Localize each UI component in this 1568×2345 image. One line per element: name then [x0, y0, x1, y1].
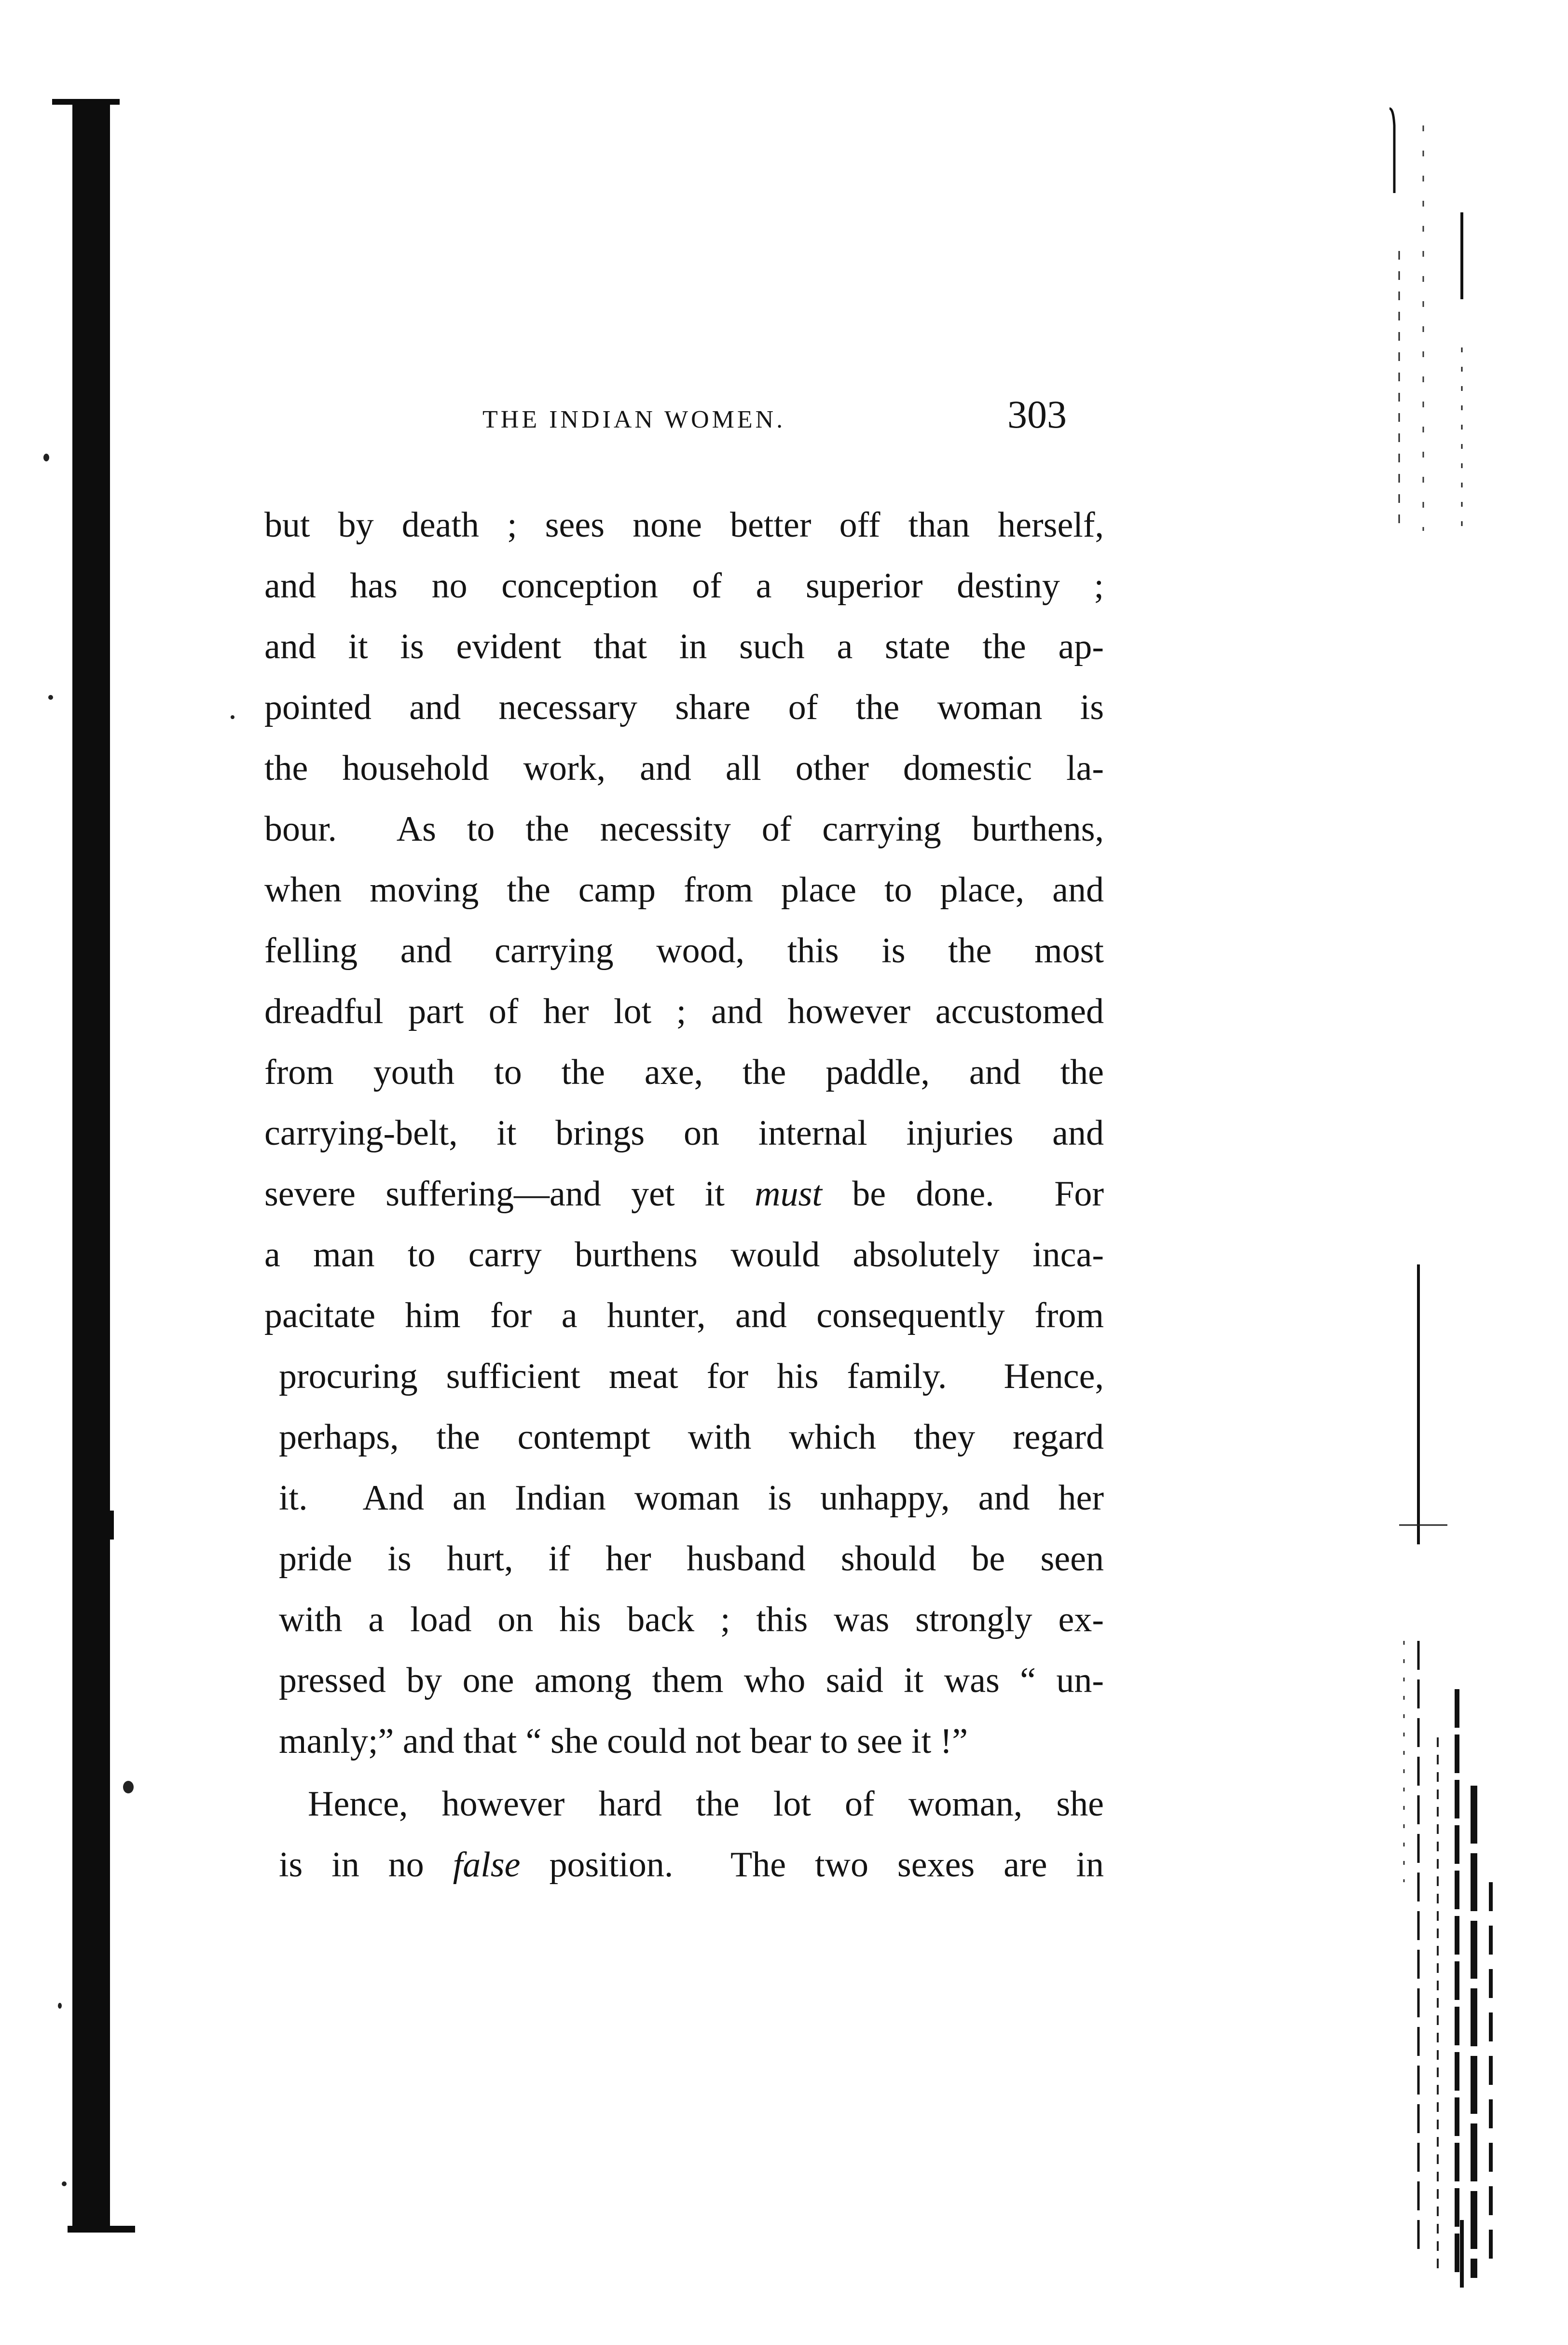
text-segment: and it is evident that in such a state the ap-: [264, 627, 1104, 666]
text-segment: is in no: [279, 1845, 453, 1885]
scan-speck: [43, 454, 49, 461]
binding-edge: [72, 99, 110, 2232]
text-segment: severe suffering—and yet it: [264, 1174, 755, 1214]
body-text: [264, 495, 1104, 1895]
scan-speck: [48, 695, 53, 700]
text-segment: bour. As to the necessity of carrying burthens,: [264, 809, 1104, 849]
text-segment: and has no conception of a superior destiny ;: [264, 566, 1104, 606]
text-line: [264, 677, 1104, 738]
paragraph-first-line: [264, 1774, 1104, 1834]
text-segment: with a load on his back ; this was strongly ex-: [279, 1600, 1104, 1639]
text-line: [264, 1042, 1104, 1103]
page-edge-artwork: [1389, 97, 1515, 2297]
page-number: 303: [1007, 392, 1067, 436]
text-line: [264, 1224, 1104, 1285]
text-segment: pressed by one among them who said it was “ un-: [279, 1661, 1104, 1700]
text-segment: pride is hurt, if her husband should be seen: [279, 1539, 1104, 1579]
text-segment: dreadful part of her lot ; and however accustomed: [264, 992, 1104, 1031]
scan-speck: [231, 715, 234, 719]
text-line: [264, 1650, 1104, 1711]
text-segment: it. And an Indian woman is unhappy, and her: [279, 1478, 1104, 1518]
running-head: THE INDIAN WOMEN.: [482, 406, 786, 433]
text-line: [264, 495, 1104, 555]
text-segment: but by death ; sees none better off than herself,: [264, 505, 1104, 545]
text-segment: pointed and necessary share of the woman is: [264, 688, 1104, 727]
text-line: [264, 616, 1104, 677]
text-line: [264, 1103, 1104, 1164]
text-line: [264, 1711, 1104, 1772]
text-segment: from youth to the axe, the paddle, and the: [264, 1053, 1104, 1092]
binding-edge-bottom: [68, 2226, 135, 2233]
scan-speck: [58, 2003, 62, 2009]
text-line: [264, 1528, 1104, 1589]
text-line: [264, 1468, 1104, 1528]
page-edge-marks: [1389, 97, 1515, 2297]
text-line: [264, 799, 1104, 860]
text-line: [264, 1164, 1104, 1224]
text-segment: manly;” and that “ she could not bear to see it !”: [279, 1721, 968, 1761]
text-line: [264, 1589, 1104, 1650]
text-line: [264, 981, 1104, 1042]
text-line: [264, 1346, 1104, 1407]
text-line: [264, 1285, 1104, 1346]
text-segment: be done. For: [822, 1174, 1104, 1214]
text-line: [264, 920, 1104, 981]
text-segment: Hence, however hard the lot of woman, she: [308, 1784, 1104, 1824]
text-segment: the household work, and all other domestic la-: [264, 749, 1104, 788]
text-segment: when moving the camp from place to place, and: [264, 870, 1104, 910]
text-line: [264, 555, 1104, 616]
text-line: [264, 1834, 1104, 1895]
text-line: [264, 1407, 1104, 1468]
italic-word: false: [453, 1845, 521, 1885]
text-segment: a man to carry burthens would absolutely inca-: [264, 1235, 1104, 1275]
text-segment: felling and carrying wood, this is the most: [264, 931, 1104, 971]
italic-word: must: [755, 1174, 822, 1214]
binding-notch: [107, 1511, 114, 1540]
binding-edge-top: [52, 99, 120, 105]
text-line: [264, 738, 1104, 799]
text-segment: perhaps, the contempt with which they regard: [279, 1417, 1104, 1457]
text-line: [264, 860, 1104, 920]
scan-speck: [62, 2181, 67, 2186]
text-segment: carrying-belt, it brings on internal injuries and: [264, 1113, 1104, 1153]
scan-speck: [123, 1781, 134, 1793]
text-segment: procuring sufficient meat for his family. Hence,: [279, 1357, 1104, 1396]
text-segment: pacitate him for a hunter, and consequently from: [264, 1296, 1104, 1335]
text-segment: position. The two sexes are in: [520, 1845, 1104, 1885]
